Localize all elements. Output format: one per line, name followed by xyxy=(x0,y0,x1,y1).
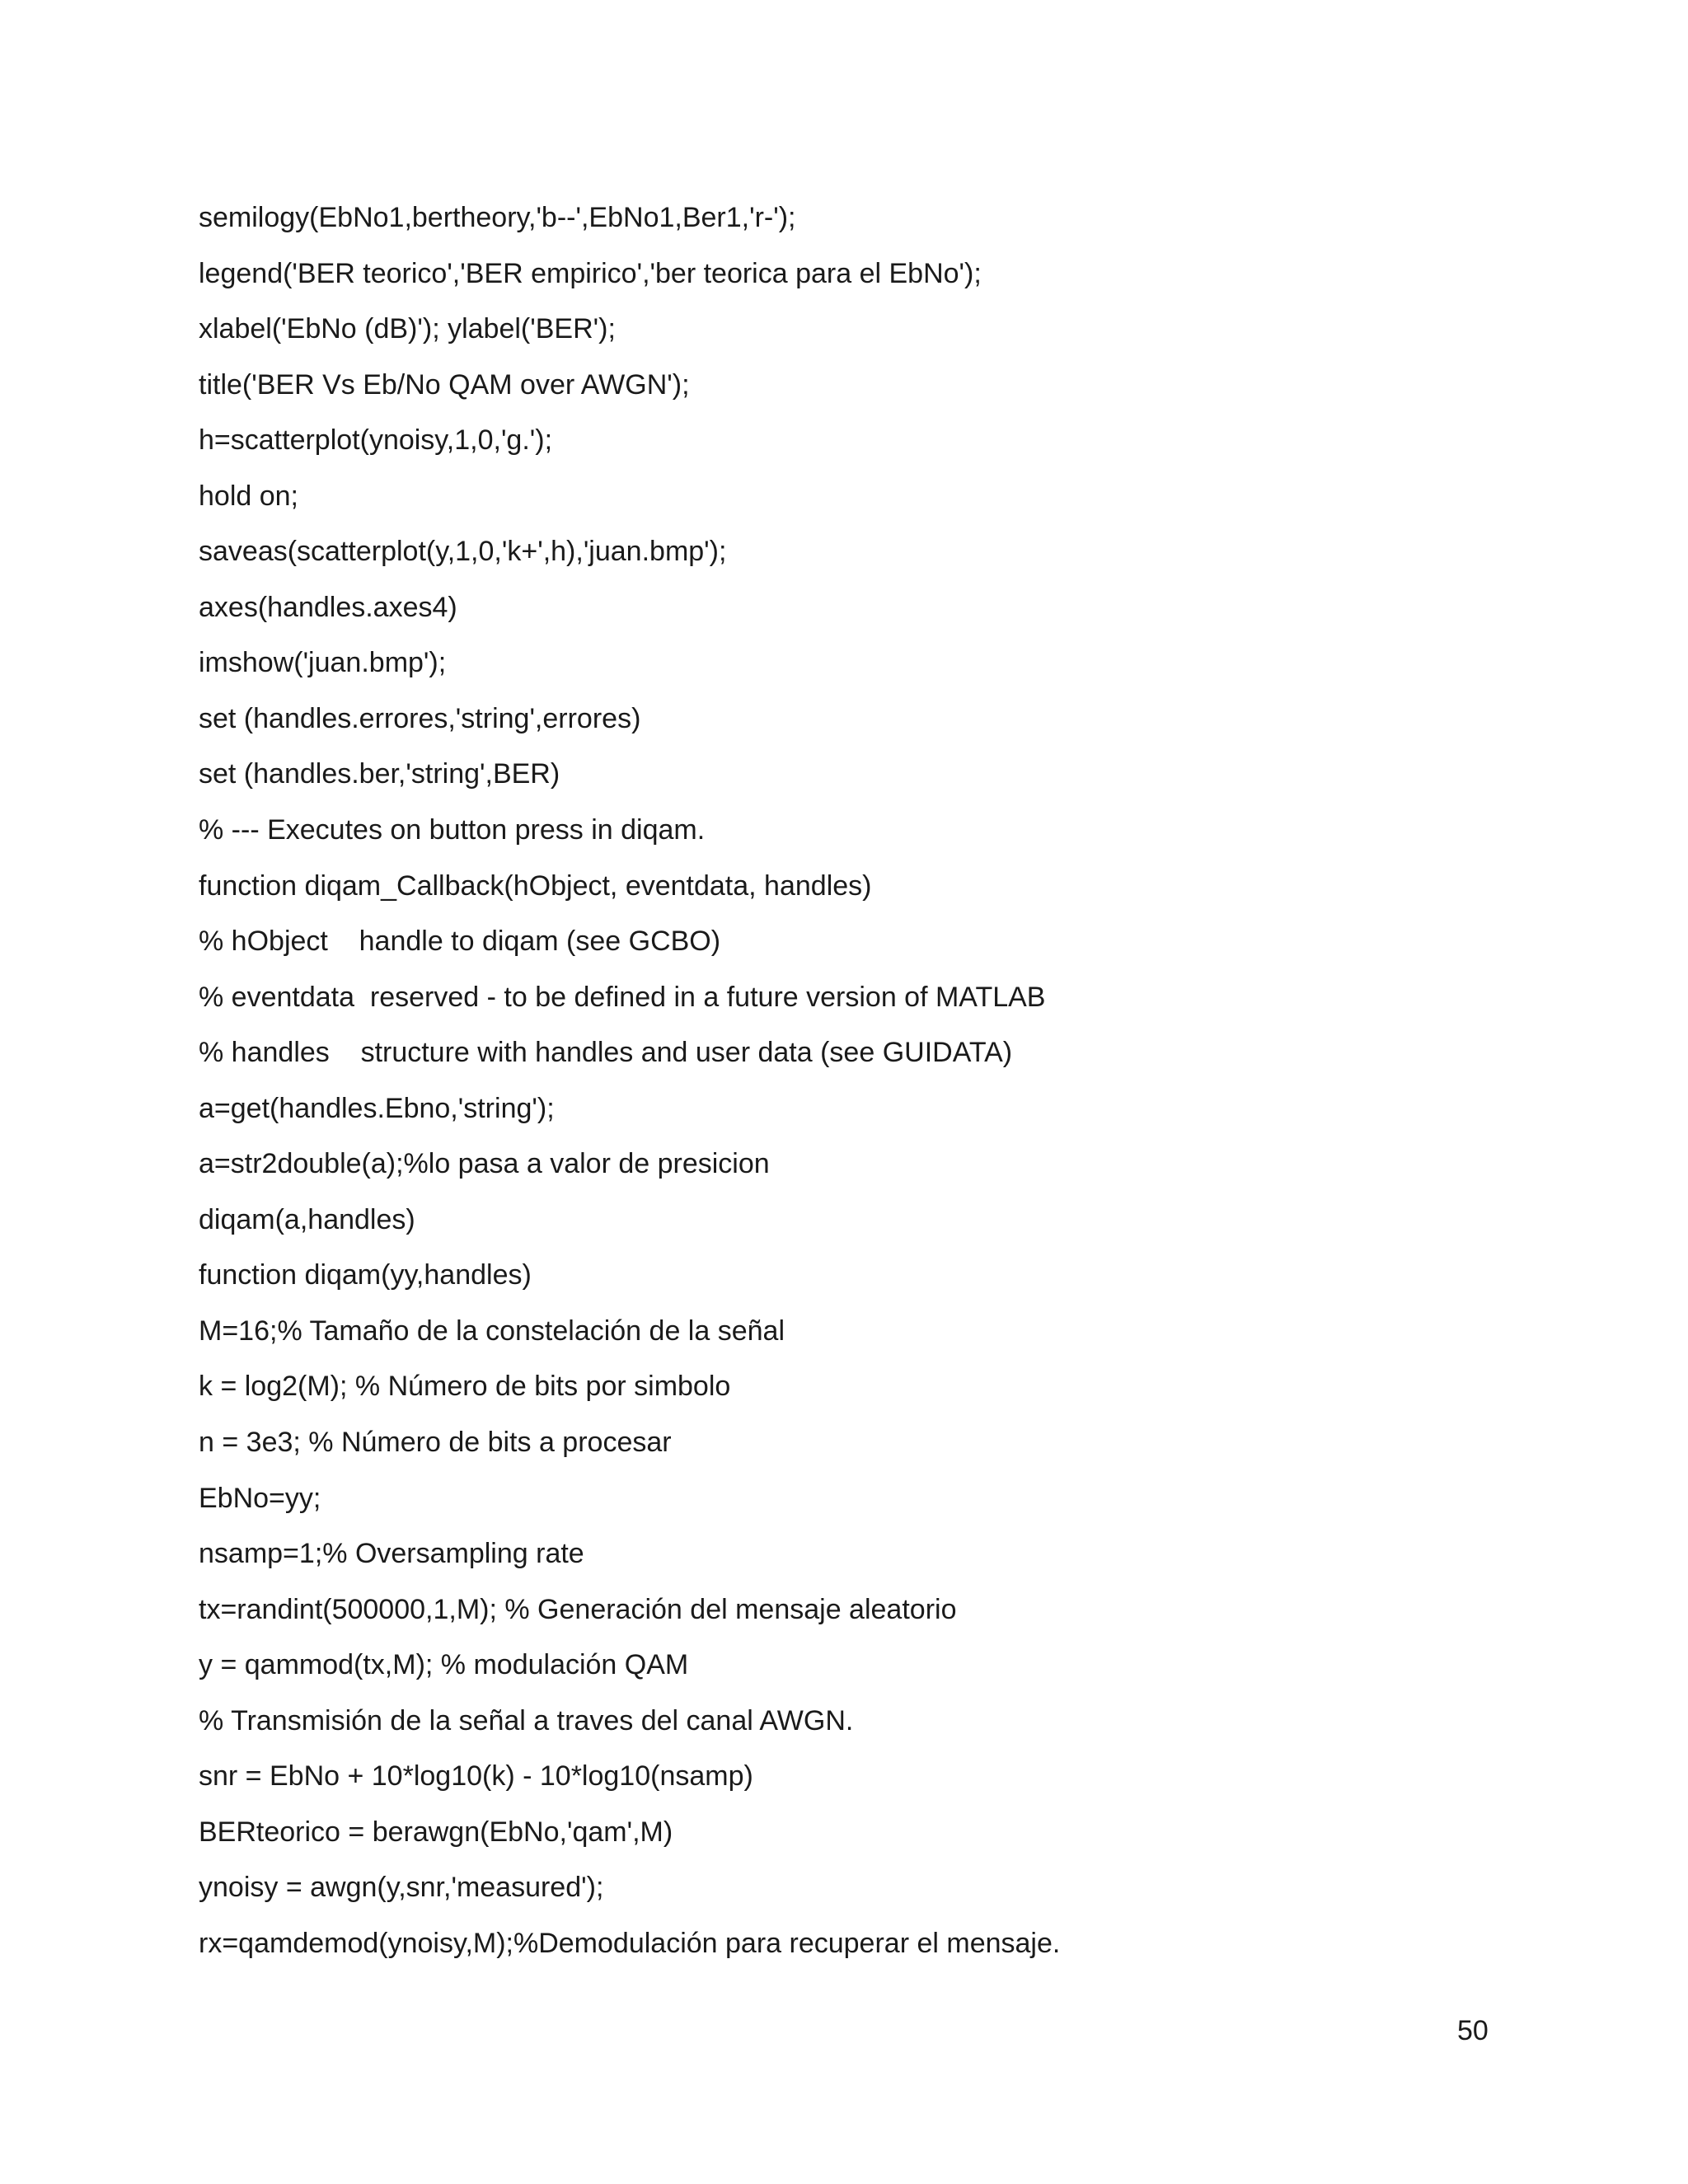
code-line: axes(handles.axes4) xyxy=(199,591,457,623)
code-line: snr = EbNo + 10*log10(k) - 10*log10(nsamp) xyxy=(199,1760,753,1793)
code-line: a=get(handles.Ebno,'string'); xyxy=(199,1092,555,1124)
code-comment-line: % --- Executes on button press in diqam. xyxy=(199,814,706,846)
code-line: y = qammod(tx,M); % modulación QAM xyxy=(199,1649,689,1681)
code-line: semilogy(EbNo1,bertheory,'b--',EbNo1,Ber1,'r-'); xyxy=(199,202,796,233)
code-line: ynoisy = awgn(y,snr,'measured'); xyxy=(199,1872,604,1904)
code-line: M=16;% Tamaño de la constelación de la señal xyxy=(199,1315,785,1347)
code-line: h=scatterplot(ynoisy,1,0,'g.'); xyxy=(199,424,553,457)
code-comment-line: % eventdata reserved - to be defined in a future version of MATLAB xyxy=(199,981,1046,1013)
code-line: k = log2(M); % Número de bits por simbolo xyxy=(199,1371,731,1403)
code-line: saveas(scatterplot(y,1,0,'k+',h),'juan.bmp'); xyxy=(199,536,727,568)
code-line: legend('BER teorico','BER empirico','ber teorica para el EbNo'); xyxy=(199,257,982,289)
code-line: diqam(a,handles) xyxy=(199,1203,415,1235)
code-line: BERteorico = berawgn(EbNo,'qam',M) xyxy=(199,1816,673,1848)
code-line: hold on; xyxy=(199,480,298,512)
code-line: title('BER Vs Eb/No QAM over AWGN'); xyxy=(199,368,690,401)
page-number: 50 xyxy=(1457,2015,1489,2046)
code-line: a=str2double(a);%lo pasa a valor de presicion xyxy=(199,1148,770,1180)
code-comment-line: % hObject handle to diqam (see GCBO) xyxy=(199,926,721,958)
code-line: xlabel('EbNo (dB)'); ylabel('BER'); xyxy=(199,313,616,345)
code-listing xyxy=(199,198,1550,1980)
code-comment-line: % Transmisión de la señal a traves del canal AWGN. xyxy=(199,1704,854,1736)
code-line: n = 3e3; % Número de bits a procesar xyxy=(199,1427,672,1459)
code-line: EbNo=yy; xyxy=(199,1482,321,1514)
code-line: function diqam_Callback(hObject, eventdata, handles) xyxy=(199,869,872,902)
code-line: tx=randint(500000,1,M); % Generación del mensaje aleatorio xyxy=(199,1593,957,1625)
code-line: set (handles.ber,'string',BER) xyxy=(199,758,560,790)
code-line: nsamp=1;% Oversampling rate xyxy=(199,1538,584,1570)
code-line: imshow('juan.bmp'); xyxy=(199,647,447,679)
code-line: set (handles.errores,'string',errores) xyxy=(199,702,641,734)
code-comment-line: % handles structure with handles and user data (see GUIDATA) xyxy=(199,1037,1013,1069)
code-line: rx=qamdemod(ynoisy,M);%Demodulación para recuperar el mensaje. xyxy=(199,1927,1061,1959)
code-line: function diqam(yy,handles) xyxy=(199,1259,532,1291)
